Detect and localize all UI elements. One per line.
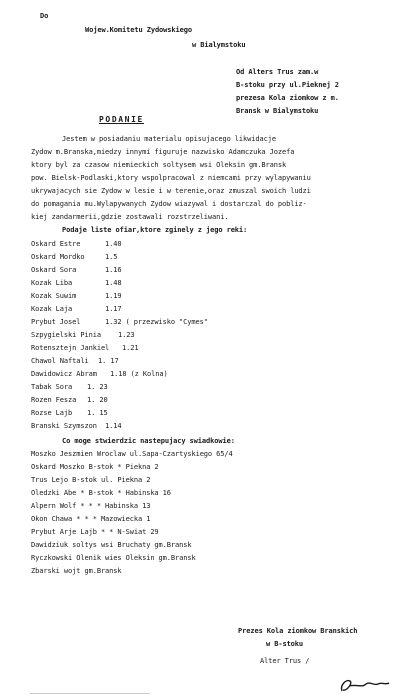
- victim-name: Kozak Suwim: [31, 292, 77, 300]
- sender-line-4: Bransk w Bialymstoku: [236, 107, 319, 115]
- recipient-line-2: Wojew.Komitetu Zydowskiego: [85, 26, 192, 34]
- witness-entry: Prybut Arje Lajb * * N-Swiat 29: [31, 528, 159, 536]
- victim-number: 1. 17: [98, 357, 119, 365]
- closing-line-1: Prezes Kola ziomkow Branskich: [238, 627, 358, 635]
- document-title: PODANIE: [99, 115, 144, 124]
- witness-entry: Oledzki Abe * B-stok * Habinska 16: [31, 489, 171, 497]
- body-line: pow. Bielsk-Podlaski,ktory wspolpracowal z niemcami przy wylapywaniu: [31, 174, 311, 182]
- victim-name: Kozak Laja: [31, 305, 73, 313]
- recipient-line-1: Do: [40, 12, 49, 20]
- closing-line-3: Alter Trus /: [260, 657, 310, 665]
- body-line: Jestem w posiadaniu materialu opisujacego likwidacje: [62, 135, 276, 143]
- victim-number: 1. 15: [87, 409, 108, 417]
- witness-entry: Ryczkowski Olenik wies Oleksin gm.Bransk: [31, 554, 196, 562]
- victim-number: 1.17: [105, 305, 122, 313]
- closing-line-2: w B-stoku: [266, 640, 304, 648]
- victim-number: 1. 20: [87, 396, 108, 404]
- victim-name: Rotensztejn Jankiel: [31, 344, 110, 352]
- victim-name: Dawidowicz Abram: [31, 370, 97, 378]
- victim-number: 1.5: [105, 253, 118, 261]
- victim-name: Oskard Sora: [31, 266, 77, 274]
- victim-name: Rozse Lajb: [31, 409, 73, 417]
- body-line: ktory byl za czasow niemieckich soltysem wsi Oleksin gm.Bransk: [31, 161, 287, 169]
- victim-number: 1.32 ( przezwisko "Cymes": [105, 318, 208, 326]
- victim-number: 1.16: [105, 266, 122, 274]
- witness-entry: Moszko Jeszmien Wroclaw ul.Sapa-Czartyskiego 65/4: [31, 450, 233, 458]
- recipient-line-3: w Bialymstoku: [192, 41, 246, 49]
- victim-name: Rozen Fesza: [31, 396, 77, 404]
- victim-number: 1.21: [122, 344, 139, 352]
- victim-name: Oskard Estre: [31, 240, 81, 248]
- victim-number: 1.18 (z Kolna): [110, 370, 168, 378]
- body-line: do pomagania mu.Wylapywanych Zydow wiazywal i dostarczal do pobliz-: [31, 200, 307, 208]
- witness-entry: Dawidziuk soltys wsi Bruchaty gm.Bransk: [31, 541, 192, 549]
- victim-number: 1.14: [105, 422, 122, 430]
- victim-name: Tabak Sora: [31, 383, 73, 391]
- sender-line-1: Od Alters Trus zam.w: [236, 68, 319, 76]
- witness-entry: Trus Lejo B-stok ul. Piekna 2: [31, 476, 151, 484]
- witness-entry: Alpern Wolf * * * Habinska 13: [31, 502, 151, 510]
- victim-name: Prybut Josel: [31, 318, 81, 326]
- body-line: kiej zandarmerii,gdzie zostawali rozstrzeliwani.: [31, 213, 229, 221]
- victim-name: Kozak Liba: [31, 279, 73, 287]
- victim-number: 1. 23: [87, 383, 108, 391]
- list-intro: Podaje liste ofiar,ktore zginely z jego reki:: [62, 226, 248, 234]
- victim-number: 1.48: [105, 279, 122, 287]
- body-line: Zydow m.Branska,miedzy innymi figuruje nazwisko Adamczuka Jozefa: [31, 148, 295, 156]
- handwritten-signature: [336, 676, 392, 694]
- victim-number: 1.19: [105, 292, 122, 300]
- witness-entry: Zbarski wojt gm.Bransk: [31, 567, 122, 575]
- victim-name: Branski Szymszon: [31, 422, 97, 430]
- victim-number: 1.40: [105, 240, 122, 248]
- witness-intro: Co moge stwierdzic nastepujacy swiadkowie:: [62, 437, 235, 445]
- sender-line-3: prezesa Kola ziomkow z m.: [236, 94, 339, 102]
- scan-mark: [30, 693, 150, 694]
- victim-name: Chawol Naftali: [31, 357, 89, 365]
- victim-name: Szpygielski Pinia: [31, 331, 101, 339]
- victim-name: Oskard Mordko: [31, 253, 85, 261]
- sender-line-2: B-stoku przy ul.Pieknej 2: [236, 81, 339, 89]
- witness-entry: Oskard Moszko B-stok * Piekna 2: [31, 463, 159, 471]
- victim-number: 1.23: [118, 331, 135, 339]
- body-line: ukrywajacych sie Zydow w lesie i w terenie,oraz zmuszal swoich ludzi: [31, 187, 311, 195]
- witness-entry: Okon Chawa * * * Mazowiecka 1: [31, 515, 151, 523]
